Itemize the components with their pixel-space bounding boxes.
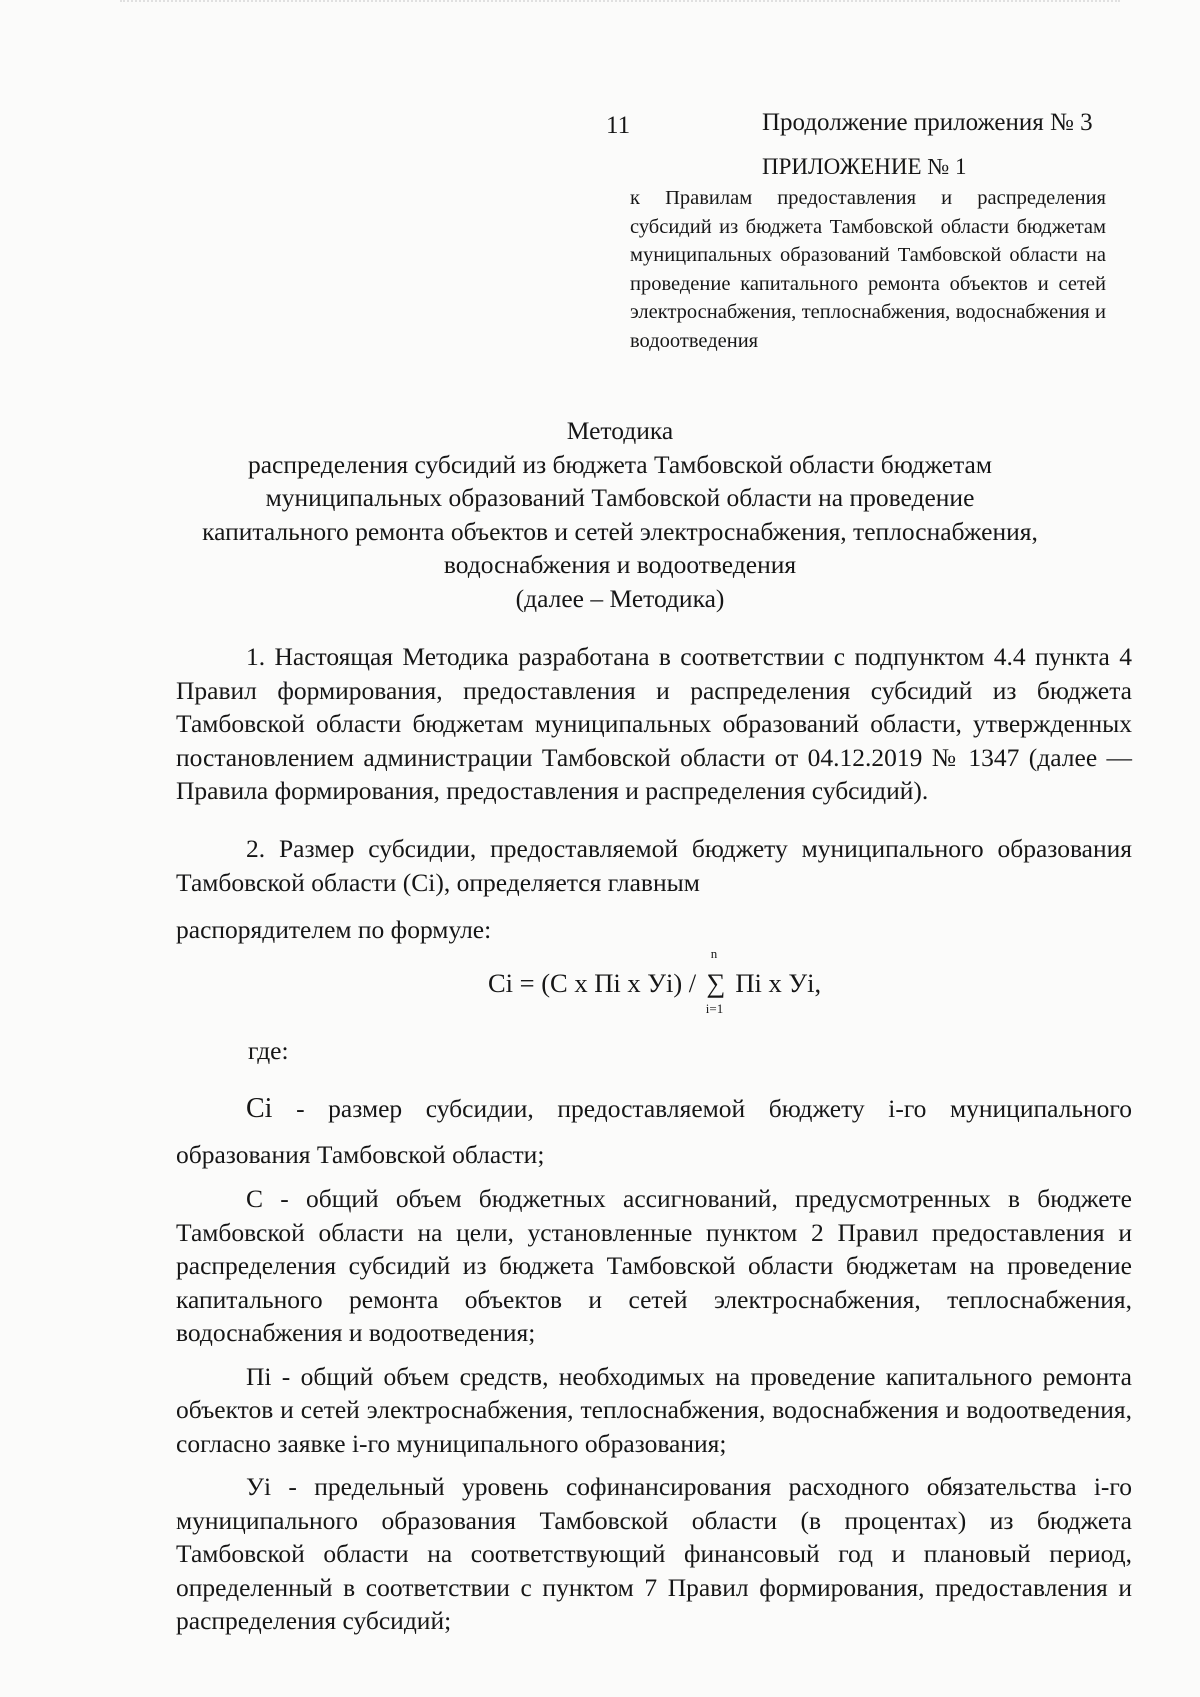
document-title — [140, 414, 1100, 615]
where-label: где: — [248, 1036, 289, 1065]
annex-reference: к Правилам предоставления и распределения субсидий из бюджета Тамбовской области бюджетам муниципальных образований Тамбовской области на проведение капитального ремонта объектов и сетей электроснабжения, теплоснабжения, водоснабжения и водоотведения — [630, 187, 1106, 352]
paragraph-2-text: 2. Размер субсидии, предоставляемой бюджету муниципального образования Тамбовской области (Сi), определяется главным — [176, 834, 1132, 897]
paragraph-2 — [176, 832, 1132, 947]
definition-c: С - общий объем бюджетных ассигнований, предусмотренных в бюджете Тамбовской области на цели, установленные пунктом 2 Правил предоставления и распределения субсидий из бюджета Тамбовской области бюджетам на проведение капитального ремонта объектов и сетей электроснабжения, теплоснабжения, водоснабжения и водоотведения; — [176, 1184, 1132, 1347]
sum-lower-limit: i=1 — [705, 1001, 724, 1016]
sigma-symbol: ∑ — [706, 968, 726, 998]
title-line: водоснабжения и водоотведения — [443, 550, 797, 579]
definition-ci — [176, 1086, 1132, 1178]
title-line: муниципальных образований Тамбовской области на проведение — [265, 483, 975, 512]
paragraph-1: 1. Настоящая Методика разработана в соответствии с подпунктом 4.4 пункта 4 Правил формирования, предоставления и распределения субсидий из бюджета Тамбовской области бюджетам муниципальных образований области, утвержденных постановлением администрации Тамбовской области от 04.12.2019 № 1347 (далее — Правила формирования, предоставления и распределения субсидий). — [176, 642, 1132, 805]
sum-upper-limit: n — [710, 946, 718, 961]
title-line: распределения субсидий из бюджета Тамбовской области бюджетам — [247, 449, 993, 479]
definition-pi: Пi - общий объем средств, необходимых на проведение капитального ремонта объектов и сетей электроснабжения, теплоснабжения, водоснабжения и водоотведения, согласно заявке i-го муниципального образования; — [176, 1361, 1132, 1458]
definitions — [176, 1086, 1132, 1648]
formula — [488, 946, 822, 1016]
title-line: Методика — [566, 416, 674, 445]
annex-title: ПРИЛОЖЕНИЕ № 1 — [762, 154, 967, 179]
formula-right: Пi x Уi, — [735, 968, 822, 998]
annex-continuation: Продолжение приложения № 3 — [762, 109, 1093, 136]
definition-yi: Уi - предельный уровень софинансирования расходного обязательства i-го муниципального образования Тамбовской области (в процентах) из бюджета Тамбовской области на соответствующий финансовый год и плановый период, определенный в соответствии с пунктом 7 Правил формирования, предоставления и распределения субсидий; — [176, 1472, 1132, 1635]
scan-artifact — [120, 0, 1120, 10]
formula-left: Сi = (С x Пi x Уi) / — [488, 968, 697, 998]
definition-text: - размер субсидии, предоставляемой бюджету i-го муниципального образования Тамбовской области; — [176, 1094, 1132, 1169]
definition-symbol: Сi — [246, 1093, 273, 1124]
page-number: 11 — [606, 112, 631, 139]
title-line: капитального ремонта объектов и сетей электроснабжения, теплоснабжения, — [202, 516, 1038, 546]
paragraph-2-tail: распорядителем по формуле: — [176, 915, 492, 944]
title-line: (далее – Методика) — [515, 583, 725, 613]
sum-sign — [703, 946, 729, 1016]
